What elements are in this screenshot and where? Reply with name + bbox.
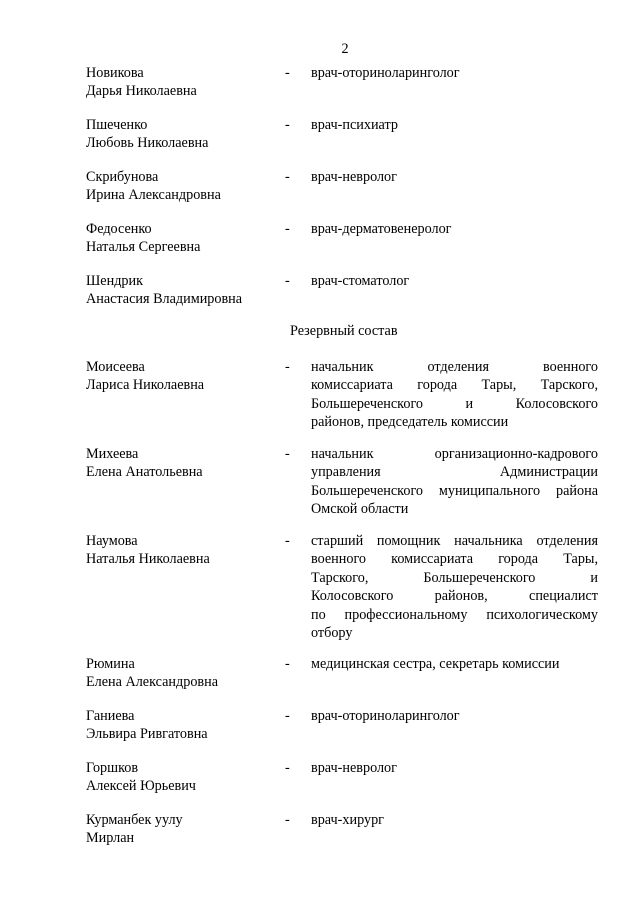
member-role — [311, 220, 598, 257]
member-name — [86, 532, 285, 642]
member-given-name: Анастасия Владимировна — [86, 291, 243, 308]
member-name — [86, 759, 285, 796]
page-number: 2 — [341, 41, 349, 57]
member-given-name: Наталья Николаевна — [86, 551, 210, 568]
member-entry — [86, 64, 600, 101]
dash-separator: - — [285, 656, 290, 672]
member-surname: Горшков — [86, 760, 139, 776]
member-surname: Михеева — [86, 446, 139, 462]
member-entry — [86, 532, 600, 642]
member-role — [311, 811, 598, 848]
member-role — [311, 116, 598, 153]
member-role — [311, 655, 598, 692]
member-entry — [86, 116, 600, 153]
member-role — [311, 64, 598, 101]
dash-separator: - — [285, 359, 290, 375]
member-role — [311, 168, 598, 205]
member-role — [311, 707, 598, 744]
dash-separator: - — [285, 117, 290, 133]
member-given-name: Алексей Юрьевич — [86, 778, 196, 795]
role-line: врач-невролог — [311, 760, 397, 776]
member-name — [86, 445, 285, 519]
role-line: комиссариата города Тары, Тарского, — [311, 377, 598, 394]
member-entry — [86, 655, 600, 692]
role-line: врач-хирург — [311, 812, 384, 828]
member-surname: Ганиева — [86, 708, 135, 724]
member-given-name: Эльвира Ривгатовна — [86, 726, 208, 743]
role-line: управления Администрации — [311, 464, 598, 481]
dash-separator: - — [285, 533, 290, 549]
member-surname: Скрибунова — [86, 169, 159, 185]
role-line: по профессиональному психологическому — [311, 606, 598, 623]
member-entry — [86, 811, 600, 848]
member-name — [86, 64, 285, 101]
member-given-name: Дарья Николаевна — [86, 83, 197, 100]
role-line: врач-стоматолог — [311, 273, 410, 289]
member-entry — [86, 358, 600, 432]
role-line: военного комиссариата города Тары, — [311, 551, 598, 568]
role-line: Большереченского муниципального района — [311, 482, 598, 499]
member-name — [86, 168, 285, 205]
member-given-name: Елена Александровна — [86, 674, 218, 691]
dash-separator: - — [285, 273, 290, 289]
member-role — [311, 532, 598, 642]
dash-separator: - — [285, 760, 290, 776]
member-entry — [86, 220, 600, 257]
member-surname: Курманбек уулу — [86, 812, 183, 828]
member-given-name: Ирина Александровна — [86, 187, 221, 204]
member-entry — [86, 272, 600, 309]
role-line: отбору — [311, 625, 353, 642]
member-entry — [86, 759, 600, 796]
member-surname: Наумова — [86, 533, 138, 549]
member-given-name: Елена Анатольевна — [86, 464, 203, 481]
dash-separator: - — [285, 812, 290, 828]
member-surname: Шендрик — [86, 273, 143, 289]
reserve-heading: Резервный состав — [290, 323, 398, 339]
member-entry — [86, 707, 600, 744]
member-given-name: Наталья Сергеевна — [86, 239, 201, 256]
dash-separator: - — [285, 169, 290, 185]
role-line: врач-оториноларинголог — [311, 65, 460, 81]
member-role — [311, 445, 598, 519]
role-line: Большереченского и Колосовского — [311, 395, 598, 412]
role-line: начальник отделения военного — [311, 359, 598, 375]
role-line: старший помощник начальника отделения — [311, 533, 598, 549]
role-line: Колосовского районов, специалист — [311, 588, 598, 605]
role-line: медицинская сестра, секретарь комиссии — [311, 656, 560, 672]
member-name — [86, 811, 285, 848]
member-surname: Пшеченко — [86, 117, 148, 133]
member-surname: Моисеева — [86, 359, 145, 375]
role-line: Омской области — [311, 501, 409, 518]
role-line: районов, председатель комиссии — [311, 414, 509, 431]
member-role — [311, 358, 598, 432]
member-name — [86, 707, 285, 744]
role-line: врач-дерматовенеролог — [311, 221, 452, 237]
dash-separator: - — [285, 446, 290, 462]
member-surname: Рюмина — [86, 656, 135, 672]
member-name — [86, 272, 285, 309]
dash-separator: - — [285, 708, 290, 724]
dash-separator: - — [285, 65, 290, 81]
member-surname: Новикова — [86, 65, 144, 81]
member-role — [311, 759, 598, 796]
role-line: врач-невролог — [311, 169, 397, 185]
member-entry — [86, 168, 600, 205]
role-line: врач-оториноларинголог — [311, 708, 460, 724]
role-line: врач-психиатр — [311, 117, 398, 133]
role-line: Тарского, Большереченского и — [311, 569, 598, 586]
member-name — [86, 358, 285, 432]
member-name — [86, 220, 285, 257]
member-surname: Федосенко — [86, 221, 152, 237]
member-name — [86, 655, 285, 692]
member-role — [311, 272, 598, 309]
member-name — [86, 116, 285, 153]
member-given-name: Любовь Николаевна — [86, 135, 209, 152]
dash-separator: - — [285, 221, 290, 237]
member-given-name: Мирлан — [86, 830, 135, 847]
role-line: начальник организационно-кадрового — [311, 446, 598, 462]
member-given-name: Лариса Николаевна — [86, 377, 205, 394]
member-entry — [86, 445, 600, 519]
